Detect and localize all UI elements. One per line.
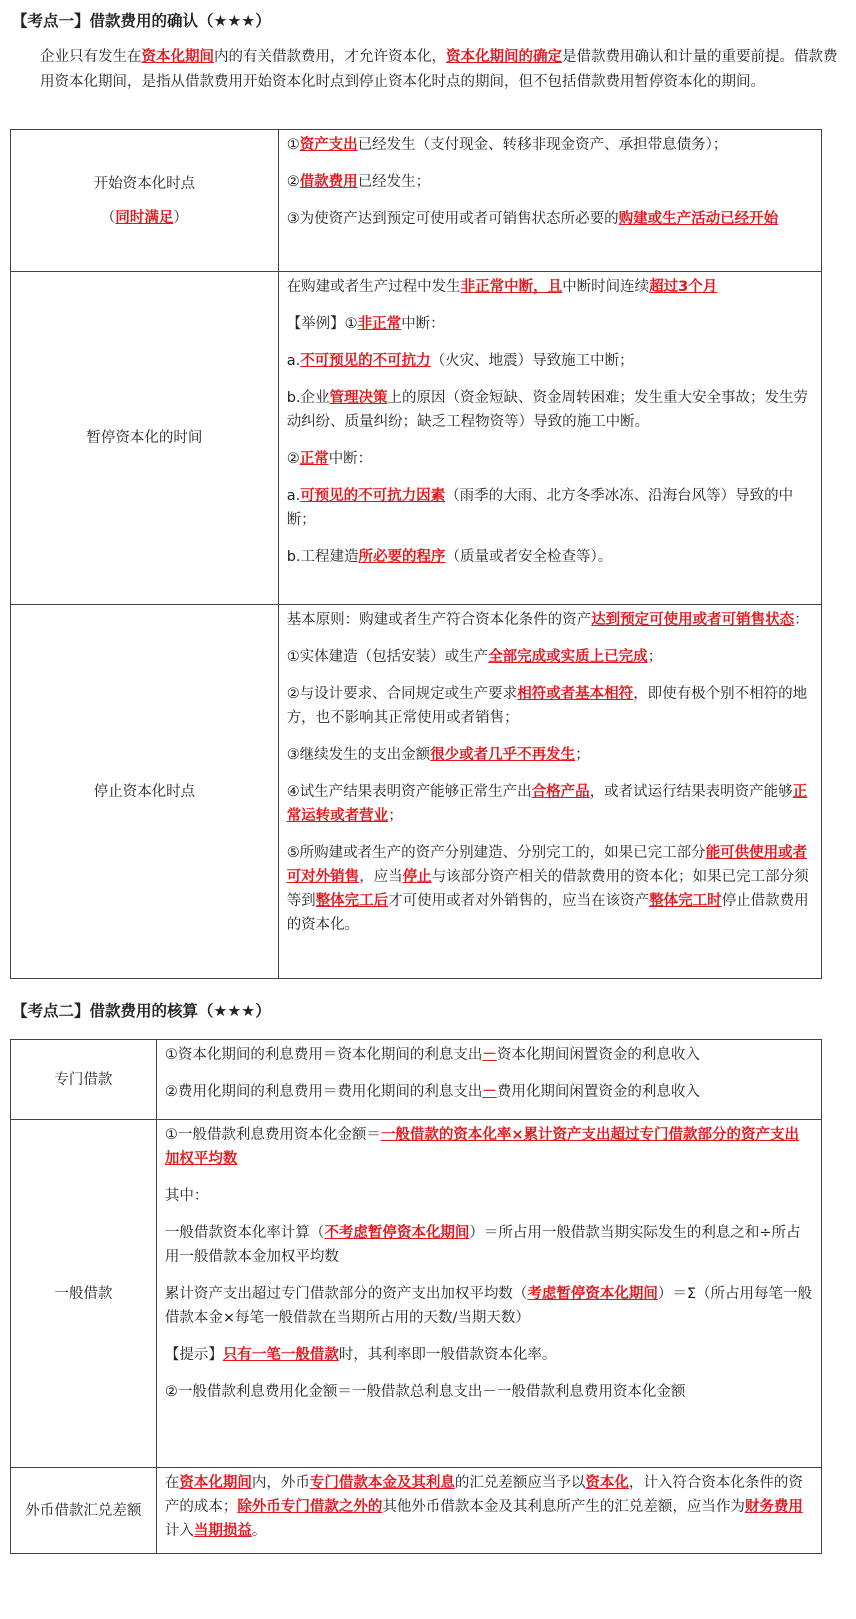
paragraph: [165, 1343, 813, 1367]
highlight-text: 不考虑暂停资本化期间: [324, 1225, 470, 1241]
body-text: 累计资产支出超过专门借款部分的资产支出加权平均数（: [164, 1286, 528, 1302]
highlight-text: 可预见的不可抗力因素: [300, 488, 446, 504]
paragraph: [165, 1471, 813, 1543]
table-row: [11, 1040, 822, 1120]
body-text: ，应当: [359, 869, 403, 885]
body-text: ；: [388, 808, 403, 824]
highlight-text: 专门借款本金及其利息: [309, 1475, 455, 1491]
highlight-text: 非正常: [357, 316, 402, 332]
highlight-text: 达到预定可使用或者可销售状态: [591, 612, 795, 628]
row-content-suspend: [278, 272, 821, 605]
paragraph: [287, 275, 813, 299]
highlight-text: 管理决策: [329, 390, 388, 406]
section-1-heading: 【考点一】借款费用的确认（★★★）: [12, 12, 271, 30]
body-text: ②与设计要求、合同规定或生产要求: [286, 686, 518, 702]
highlight-text: 借款费用: [299, 174, 358, 190]
body-text: ；: [647, 649, 663, 665]
body-text: ①一般借款利息费用资本化金额＝: [164, 1127, 381, 1143]
paragraph: [287, 608, 813, 632]
paragraph: [287, 349, 813, 373]
row-sublabel: [19, 206, 270, 230]
highlight-text: 不可预见的不可抗力: [300, 353, 431, 369]
body-text: 内的有关借款费用，才允许资本化，: [214, 49, 446, 65]
body-text: ；: [575, 747, 590, 763]
row-label-general-loan: 一般借款: [11, 1120, 157, 1468]
body-text: 中断：: [328, 451, 373, 467]
row-content-general-loan: [156, 1120, 821, 1468]
body-text: b.企业: [286, 390, 330, 406]
table-row: [11, 130, 822, 272]
highlight-text: －: [482, 1047, 497, 1063]
highlight-text: 一般借款的资本化率×累计资产支出超过专门借款部分的资产支出加权平均数: [164, 1127, 799, 1167]
body-text: ③为使资产达到预定可使用或者可销售状态所必要的: [286, 211, 619, 227]
highlight-text: 除外币专门借款之外的: [237, 1499, 383, 1515]
body-text: 的汇兑差额应当予以: [454, 1475, 586, 1491]
section-1-intro: [10, 45, 842, 95]
highlight-text: 合格产品: [531, 784, 590, 800]
body-text: 计入: [164, 1523, 194, 1539]
highlight-text: 资本化期间: [179, 1475, 252, 1491]
table-row: [11, 605, 822, 979]
highlight-text: 资产支出: [299, 137, 358, 153]
paragraph: [287, 841, 813, 937]
body-text: （雨季的大雨、北方冬季冰冻、沿海台风等）导致的中断；: [286, 488, 794, 528]
accounting-table: [10, 1039, 822, 1554]
body-text: 中断时间连续: [562, 279, 650, 295]
body-text: 其中：: [164, 1188, 209, 1204]
body-text: a.: [286, 488, 301, 504]
table-row: [11, 1120, 822, 1468]
body-text: 【提示】: [164, 1347, 223, 1363]
row-label-start: [11, 130, 279, 272]
highlight-text: 同时满足: [115, 209, 174, 226]
body-text: 在购建或者生产过程中发生: [286, 279, 461, 295]
body-text: ①实体建造（包括安装）或生产: [286, 649, 489, 665]
body-text: 企业只有发生在: [40, 49, 142, 65]
body-text: （火灾、地震）导致施工中断；: [430, 353, 634, 369]
paragraph: [287, 645, 813, 669]
body-text: ）＝Σ（所占用每笔一般借款本金×每笔一般借款在当期所占用的天数/当期天数）: [164, 1286, 813, 1326]
highlight-text: 超过3个月: [649, 279, 718, 295]
highlight-text: 资本化期间的确定: [446, 49, 562, 65]
row-content-fx-loan: [156, 1468, 821, 1554]
body-text: ②费用化期间的利息费用＝费用化期间的利息支出: [164, 1084, 483, 1100]
highlight-text: 很少或者几乎不再发生: [430, 747, 576, 763]
body-text: 一般借款资本化率计算（: [164, 1225, 325, 1241]
highlight-text: －: [482, 1084, 497, 1100]
highlight-text: 所必要的程序: [358, 549, 446, 565]
paragraph: [287, 386, 813, 434]
paragraph: [165, 1282, 813, 1330]
body-text: ①: [286, 137, 300, 153]
row-label: 开始资本化时点: [93, 175, 196, 192]
section-2-heading: 【考点二】借款费用的核算（★★★）: [12, 1002, 271, 1020]
highlight-text: 非正常中断，且: [460, 279, 563, 295]
paragraph: [287, 545, 813, 569]
paragraph: [165, 1080, 813, 1104]
body-text: ，计入符合资本化条件的资产的成本；: [164, 1475, 803, 1515]
body-text: 时，其利率即一般借款资本化率。: [338, 1347, 557, 1363]
body-text: （质量或者安全检查等）。: [445, 549, 613, 565]
body-text: 才可使用或者对外销售的，应当在该资产: [388, 893, 650, 909]
highlight-text: 相符或者基本相符: [517, 686, 634, 702]
paragraph: [165, 1380, 813, 1404]
paragraph: [287, 780, 813, 828]
body-text: 。: [251, 1523, 267, 1539]
body-text: 【举例】①: [286, 316, 358, 332]
row-label-special-loan: 专门借款: [11, 1040, 157, 1120]
body-text: 与该部分资产相关的借款费用的资本化；如果已完工部分须等到: [286, 869, 809, 909]
highlight-text: 资本化期间: [141, 49, 214, 65]
highlight-text: 考虑暂停资本化期间: [527, 1286, 658, 1302]
body-text: ：: [794, 612, 809, 628]
intro-text: [10, 45, 842, 95]
highlight-text: 整体完工后: [315, 893, 389, 909]
paragraph: [287, 743, 813, 767]
body-text: 内，外币: [251, 1475, 310, 1491]
body-text: 是借款费用确认和计量的重要前提。借款费用资本化期间，是指从借款费用开始资本化时点到停止资本化时点的期间，但不包括借款费用暂停资本化的期间。: [40, 49, 838, 90]
highlight-text: 能可供使用或者可对外销售: [286, 845, 808, 885]
paragraph: [287, 682, 813, 730]
body-text: 已经发生（支付现金、转移非现金资产、承担带息债务）；: [357, 137, 728, 153]
highlight-text: 只有一笔一般借款: [222, 1347, 339, 1363]
body-text: ，即使有极个别不相符的地方，也不影响其正常使用或者销售；: [286, 686, 808, 726]
paragraph: [165, 1123, 813, 1171]
body-text: 资本化期间闲置资金的利息收入: [496, 1047, 700, 1063]
row-label-fx-loan: 外币借款汇兑差额: [11, 1468, 157, 1554]
highlight-text: 正常运转或者营业: [286, 784, 808, 824]
body-text: ③继续发生的支出金额: [286, 747, 431, 763]
body-text: 停止借款费用的资本化。: [286, 893, 809, 933]
highlight-text: 停止: [402, 869, 432, 885]
body-text: 中断：: [401, 316, 445, 332]
body-text: ①资本化期间的利息费用＝资本化期间的利息支出: [164, 1047, 483, 1063]
body-text: a.: [286, 353, 301, 369]
highlight-text: 全部完成或实质上已完成: [488, 649, 648, 665]
body-text: b.工程建造: [286, 549, 359, 565]
row-content-special-loan: [156, 1040, 821, 1120]
paragraph: [165, 1221, 813, 1269]
paragraph: [287, 447, 813, 471]
body-text: 已经发生；: [357, 174, 431, 190]
body-text: ②: [286, 451, 300, 467]
paragraph: [287, 170, 813, 194]
row-content-start: [278, 130, 821, 272]
body-text: 费用化期间闲置资金的利息收入: [496, 1084, 700, 1100]
body-text: ）＝所占用一般借款当期实际发生的利息之和÷所占用一般借款本金加权平均数: [164, 1225, 801, 1265]
highlight-text: 财务费用: [744, 1499, 803, 1515]
row-label-stop: 停止资本化时点: [11, 605, 279, 979]
paragraph: [287, 312, 813, 336]
body-text: 基本原则：购建或者生产符合资本化条件的资产: [286, 612, 592, 628]
highlight-text: 正常: [299, 451, 329, 467]
table-row: [11, 1468, 822, 1554]
highlight-text: 购建或生产活动已经开始: [618, 211, 779, 227]
body-text: 在: [164, 1475, 180, 1491]
paragraph: [287, 484, 813, 532]
body-text: ②: [286, 174, 300, 190]
body-text: ④试生产结果表明资产能够正常生产出: [286, 784, 532, 800]
highlight-text: 整体完工时: [649, 893, 722, 909]
body-text: ②一般借款利息费用化金额＝一般借款总利息支出－一般借款利息费用资本化金额: [164, 1384, 686, 1400]
highlight-text: 当期损益: [193, 1523, 252, 1539]
paragraph: [165, 1043, 813, 1067]
paragraph: [287, 133, 813, 157]
paragraph: [165, 1184, 813, 1208]
paragraph: [287, 207, 813, 231]
body-text: 其他外币借款本金及其利息所产生的汇兑差额，应当作为: [382, 1499, 745, 1515]
row-content-stop: [278, 605, 821, 979]
table-row: [11, 272, 822, 605]
row-label-suspend: 暂停资本化的时间: [11, 272, 279, 605]
body-text: 上的原因（资金短缺、资金周转困难；发生重大安全事故；发生劳动纠纷、质量纠纷；缺乏工程物资等）导致的施工中断。: [286, 390, 809, 430]
highlight-text: 资本化: [585, 1475, 629, 1491]
recognition-table: [10, 129, 822, 979]
body-text: ）: [173, 209, 188, 226]
body-text: ⑤所购建或者生产的资产分别建造、分别完工的，如果已完工部分: [286, 845, 706, 861]
body-text: ，或者试运行结果表明资产能够: [589, 784, 793, 800]
body-text: （: [100, 209, 116, 226]
